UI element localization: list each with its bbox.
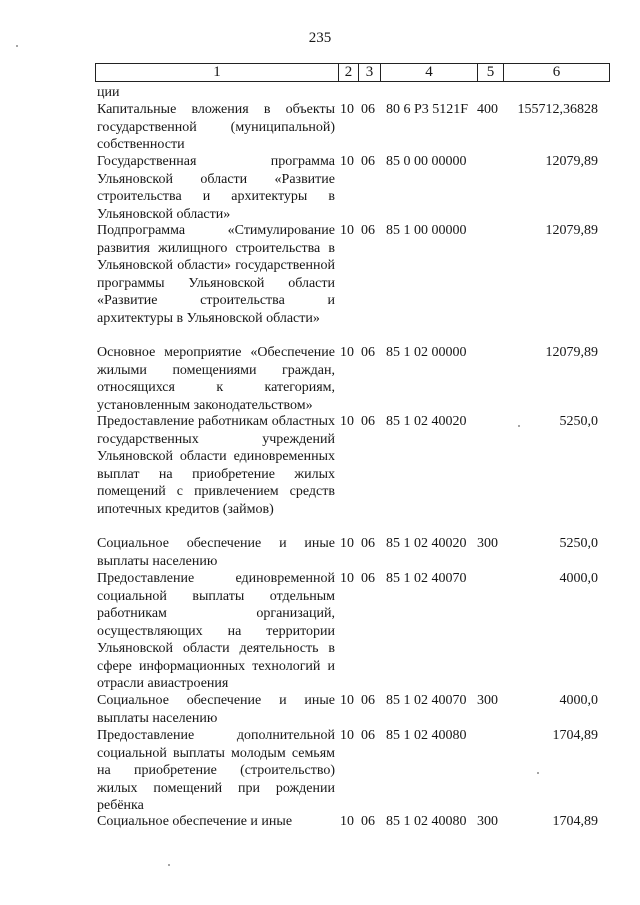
scan-speck xyxy=(537,772,539,774)
row-code-csr: 85 1 02 40070 xyxy=(386,571,467,586)
row-code-rz: 10 xyxy=(340,536,354,551)
row-description: Подпрограмма «Стимулирование развития жилищного строительства в Ульяновской области» государственной программы Ульяновской области «Развитие строительства и архитектуры в Ульяновской области» xyxy=(97,223,335,326)
row-amount: 5250,0 xyxy=(559,414,598,429)
page-number: 235 xyxy=(308,30,332,46)
row-code-rz: 10 xyxy=(340,102,354,117)
row-code-rz: 10 xyxy=(340,571,354,586)
row-code-csr: 85 1 02 40080 xyxy=(386,728,467,743)
row-description: Социальное обеспечение и иные xyxy=(97,814,293,829)
row-code-vr: 300 xyxy=(477,814,498,829)
row-code-rz: 10 xyxy=(340,728,354,743)
row-code-pr: 06 xyxy=(361,536,375,551)
row-code-rz: 10 xyxy=(340,154,354,169)
scan-speck xyxy=(518,425,520,427)
header-col-1: 1 xyxy=(213,64,221,80)
row-description: Предоставление дополнительной социальной выплаты молодым семьям на приобретение (строительство) жилых помещений при рождении ребёнка xyxy=(97,728,335,813)
row-description: Государственная программа Ульяновской области «Развитие строительства и архитектуры в Ульяновской области» xyxy=(97,154,335,222)
row-description: Предоставление работникам областных государственных учреждений Ульяновской области единовременных выплат на приобретение жилых помещений с привлечением средств ипотечных кредитов (займов) xyxy=(97,414,335,517)
header-col-4: 4 xyxy=(380,64,477,81)
row-code-csr: 85 1 02 40080 xyxy=(386,814,467,829)
row-amount: 4000,0 xyxy=(559,571,598,586)
row-code-pr: 06 xyxy=(361,814,375,829)
header-col-6: 6 xyxy=(503,64,609,81)
row-code-csr: 85 1 02 40020 xyxy=(386,536,467,551)
row-code-rz: 10 xyxy=(340,814,354,829)
row-code-csr: 85 1 02 00000 xyxy=(386,345,467,360)
row-code-csr: 85 1 02 40020 xyxy=(386,414,467,429)
row-amount: 12079,89 xyxy=(545,345,598,360)
row-code-csr: 85 1 02 40070 xyxy=(386,693,467,708)
row-description: Основное мероприятие «Обеспечение жилыми помещениями граждан, относящихся к категориям, установленным законодательством» xyxy=(97,345,335,413)
table-header xyxy=(95,63,610,82)
row-amount: 155712,36828 xyxy=(517,102,598,117)
row-description: Предоставление единовременной социальной выплаты отдельным работникам организаций, осуществляющих на территории Ульяновской области деятельность в сфере информационных технологий и отрасли авиастроения xyxy=(97,571,335,691)
row-description: Социальное обеспечение и иные выплаты населению xyxy=(97,693,335,726)
scan-speck xyxy=(16,45,18,47)
row-code-pr: 06 xyxy=(361,571,375,586)
row-code-pr: 06 xyxy=(361,102,375,117)
row-code-pr: 06 xyxy=(361,728,375,743)
row-code-pr: 06 xyxy=(361,154,375,169)
row-amount: 5250,0 xyxy=(559,536,598,551)
row-code-pr: 06 xyxy=(361,414,375,429)
row-amount: 1704,89 xyxy=(552,728,598,743)
row-amount: 1704,89 xyxy=(552,814,598,829)
header-col-5: 5 xyxy=(477,64,503,81)
header-col-3: 3 xyxy=(358,64,380,81)
row-code-vr: 300 xyxy=(477,693,498,708)
row-description: Капитальные вложения в объекты государственной (муниципальной) собственности xyxy=(97,102,335,152)
row-description: Социальное обеспечение и иные выплаты населению xyxy=(97,536,335,569)
row-description: ции xyxy=(97,85,120,100)
row-amount: 4000,0 xyxy=(559,693,598,708)
row-code-csr: 80 6 Р3 5121F xyxy=(386,102,469,117)
row-code-rz: 10 xyxy=(340,223,354,238)
row-amount: 12079,89 xyxy=(545,223,598,238)
scan-speck xyxy=(168,864,170,866)
row-code-rz: 10 xyxy=(340,414,354,429)
row-code-csr: 85 1 00 00000 xyxy=(386,223,467,238)
row-code-vr: 300 xyxy=(477,536,498,551)
row-amount: 12079,89 xyxy=(545,154,598,169)
row-code-rz: 10 xyxy=(340,345,354,360)
row-code-pr: 06 xyxy=(361,693,375,708)
row-code-csr: 85 0 00 00000 xyxy=(386,154,467,169)
row-code-rz: 10 xyxy=(340,693,354,708)
row-code-vr: 400 xyxy=(477,102,498,117)
row-code-pr: 06 xyxy=(361,345,375,360)
row-code-pr: 06 xyxy=(361,223,375,238)
header-col-2: 2 xyxy=(338,64,358,81)
